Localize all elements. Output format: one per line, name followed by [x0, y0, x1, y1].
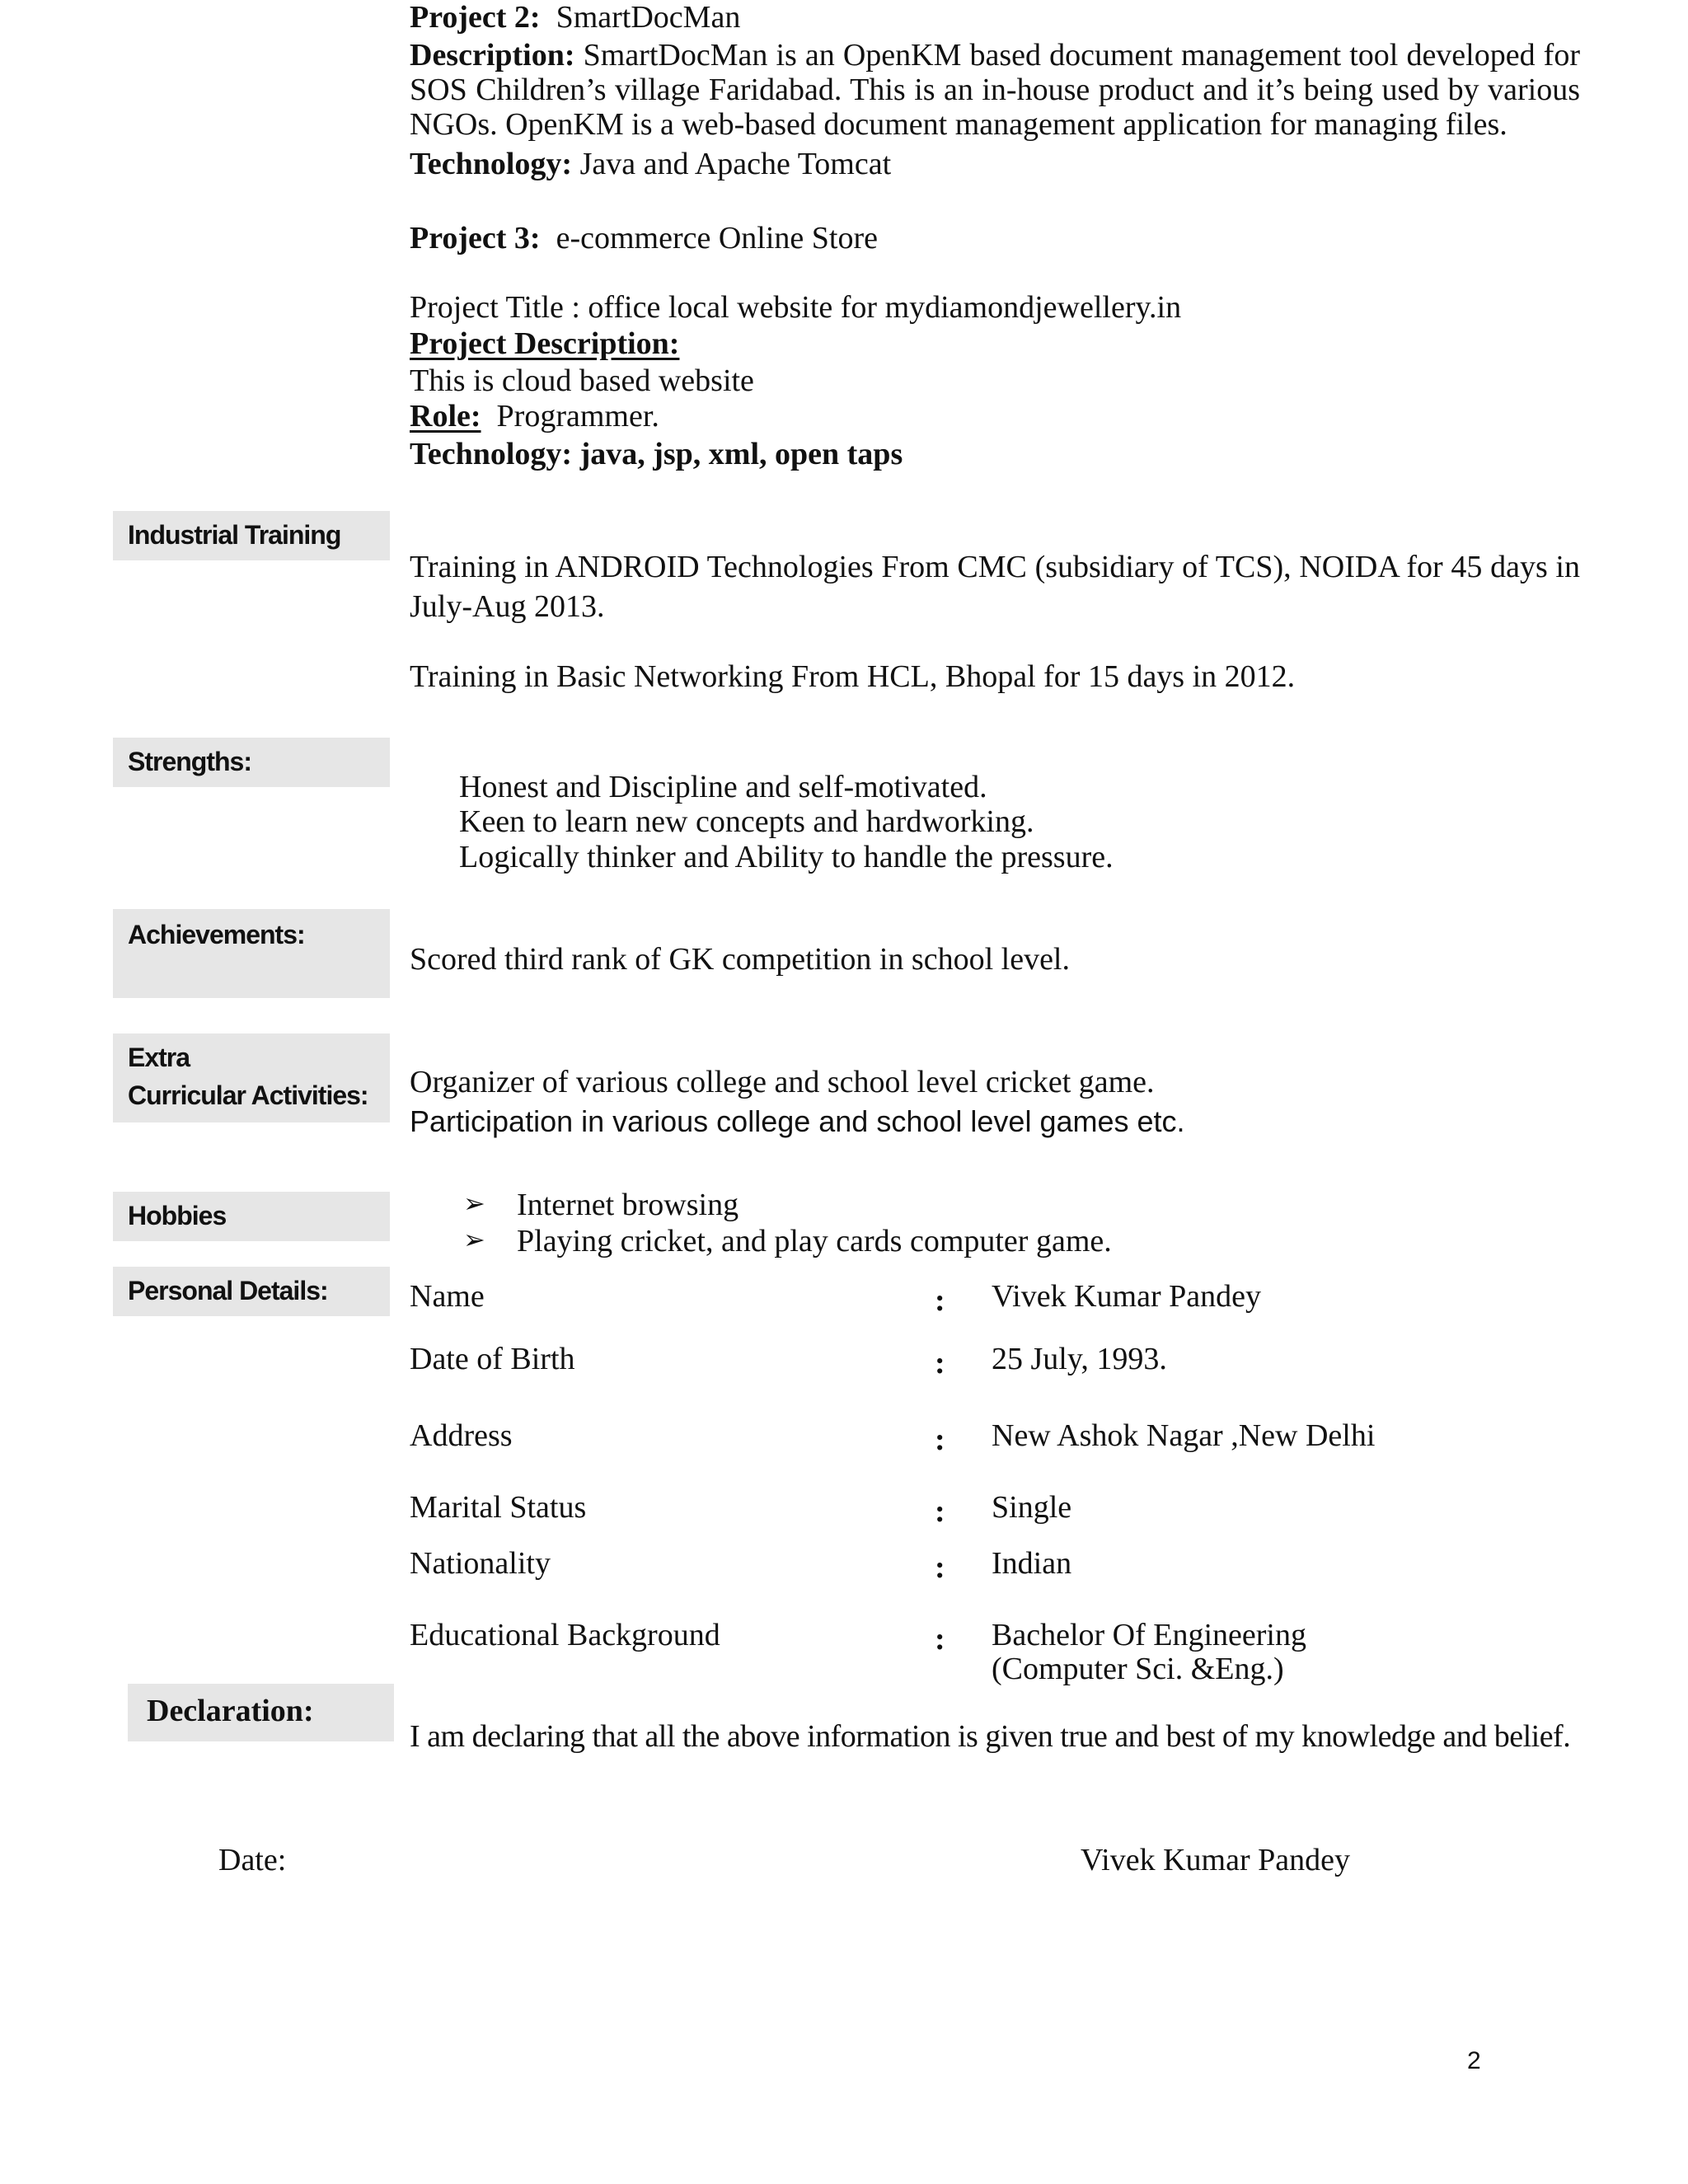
date-label: Date: [218, 1843, 287, 1877]
personal-detail-value-education: Bachelor Of Engineering [992, 1618, 1306, 1652]
personal-detail-value-nationality: Indian [992, 1546, 1072, 1581]
project3-technology-text: java, jsp, xml, open taps [579, 437, 903, 471]
hobbies-label [113, 1192, 390, 1241]
strength-item-2: Keen to learn new concepts and hardworking. [459, 804, 1034, 839]
project3-role-line [410, 399, 659, 434]
personal-detail-label-address: Address [410, 1418, 513, 1453]
project3-technology-label: Technology: [410, 437, 573, 471]
personal-detail-value-name: Vivek Kumar Pandey [992, 1279, 1261, 1314]
declaration-text: I am declaring that all the above information is given true and best of my knowledge and belief. [410, 1719, 1571, 1754]
strength-item-3: Logically thinker and Ability to handle the pressure. [459, 840, 1114, 874]
personal-detail-label-marital-status: Marital Status [410, 1490, 587, 1525]
personal-detail-colon-dob: : [935, 1346, 945, 1380]
industrial-training-item-1: Training in ANDROID Technologies From CMC (subsidiary of TCS), NOIDA for 45 days in July-Aug 2013. [410, 550, 1580, 624]
project3-role-label: Role: [410, 399, 481, 434]
hobby-item-1: Internet browsing [517, 1188, 739, 1222]
personal-detail-colon-address: : [935, 1422, 945, 1457]
project2-technology-line [410, 147, 891, 181]
personal-detail-value-education-line-2: (Computer Sci. &Eng.) [992, 1652, 1284, 1686]
page-number: 2 [1467, 2047, 1481, 2074]
personal-detail-colon-name: : [935, 1283, 945, 1318]
extra-curricular-item-1: Organizer of various college and school level cricket game. [410, 1065, 1155, 1099]
achievements-label [113, 909, 390, 998]
strengths-label-text: Strengths: [128, 747, 251, 776]
personal-details-label [113, 1267, 390, 1316]
personal-detail-colon-marital-status: : [935, 1494, 945, 1529]
hobbies-label-text: Hobbies [128, 1201, 227, 1230]
project2-heading: Project 2: [410, 0, 541, 35]
project3-description-label: Project Description: [410, 326, 680, 361]
declaration-label [128, 1684, 394, 1741]
project2-description-text: SmartDocMan is an OpenKM based document management tool developed for SOS Children’s village Faridabad. This is an in-house product and it’s being used by various NGOs. OpenKM is a web-based document management application for managing files. [410, 38, 1580, 142]
extra-curricular-label-line-2: Curricular Activities: [128, 1080, 368, 1110]
project3-name: e-commerce Online Store [556, 221, 878, 255]
personal-detail-value-address: New Ashok Nagar ,New Delhi [992, 1418, 1376, 1453]
personal-detail-value-marital-status: Single [992, 1490, 1072, 1525]
hobby-bullet-icon-2: ➢ [463, 1225, 485, 1254]
project3-heading-line [410, 221, 878, 255]
extra-curricular-label [113, 1033, 390, 1122]
strengths-label [113, 738, 390, 787]
extra-curricular-item-2: Participation in various college and school level games etc. [410, 1104, 1185, 1138]
personal-detail-colon-nationality: : [935, 1550, 945, 1585]
project3-heading: Project 3: [410, 221, 541, 255]
project3-technology-line [410, 437, 903, 471]
personal-detail-colon-education: : [935, 1622, 945, 1657]
project2-technology-text: Java and Apache Tomcat [579, 147, 892, 181]
declaration-label-text: Declaration: [147, 1694, 314, 1728]
hobby-bullet-icon-1: ➢ [463, 1188, 485, 1218]
achievements-text: Scored third rank of GK competition in school level. [410, 942, 1070, 977]
project2-technology-label: Technology: [410, 147, 573, 181]
extra-curricular-label-line-1: Extra [128, 1043, 190, 1072]
industrial-training-label [113, 511, 390, 560]
personal-details-label-text: Personal Details: [128, 1276, 328, 1305]
project3-title-line: Project Title : office local website for mydiamondjewellery.in [410, 290, 1182, 325]
strength-item-1: Honest and Discipline and self-motivated. [459, 770, 987, 804]
project2-name: SmartDocMan [556, 0, 741, 35]
project3-role-text: Programmer. [496, 399, 659, 434]
project2-description [410, 38, 1580, 142]
hobby-item-2: Playing cricket, and play cards computer game. [517, 1224, 1112, 1258]
achievements-label-text: Achievements: [128, 920, 305, 949]
personal-detail-label-dob: Date of Birth [410, 1342, 575, 1376]
project2-description-label: Description: [410, 38, 575, 73]
signature-name: Vivek Kumar Pandey [1081, 1843, 1350, 1877]
personal-detail-label-name: Name [410, 1279, 485, 1314]
personal-detail-label-education: Educational Background [410, 1618, 720, 1652]
personal-detail-label-nationality: Nationality [410, 1546, 551, 1581]
industrial-training-label-text: Industrial Training [128, 520, 341, 550]
project3-description-text: This is cloud based website [410, 363, 754, 398]
project2-heading-line [410, 0, 740, 35]
personal-detail-value-dob: 25 July, 1993. [992, 1342, 1167, 1376]
industrial-training-item-2: Training in Basic Networking From HCL, Bhopal for 15 days in 2012. [410, 659, 1296, 694]
